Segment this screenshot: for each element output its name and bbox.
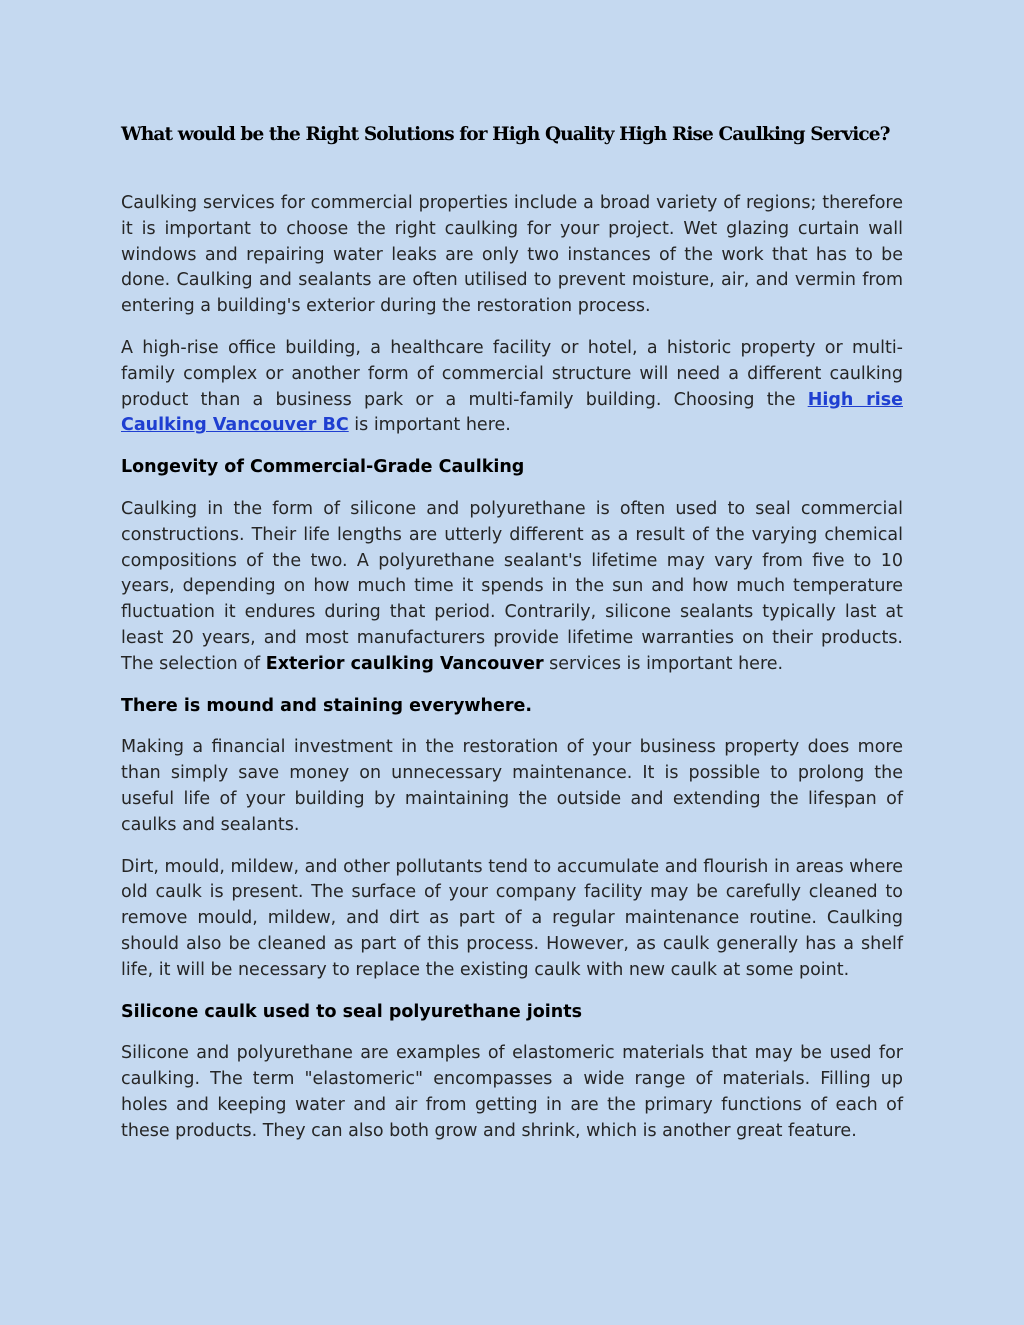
paragraph-text: A high-rise office building, a healthcare facility or hotel, a historic property or multi-family complex or another form of commercial structure will need a different caulking product than a business park or a multi-family building. Choosing the xyxy=(121,337,903,410)
paragraph-pollutants: Dirt, mould, mildew, and other pollutants tend to accumulate and flourish in areas where old caulk is present. The surface of your company facility may be carefully cleaned to remove mould, mildew, and dirt as part of a regular maintenance routine. Caulking should also be cleaned as part of this process. However, as caulk generally has a shelf life, it will be necessary to replace the existing caulk with new caulk at some point. xyxy=(121,856,903,980)
paragraph-elastomeric: Silicone and polyurethane are examples of elastomeric materials that may be used for caulking. The term "elastomeric" encompasses a wide range of materials. Filling up holes and keeping water and air from getting in are the primary functions of each of these products. They can also both grow and shrink, which is another great feature. xyxy=(121,1043,903,1141)
document-body xyxy=(121,191,903,1145)
exterior-caulking-bold: Exterior caulking Vancouver xyxy=(265,653,544,674)
paragraph-intro: Caulking services for commercial properties include a broad variety of regions; therefore it is important to choose the right caulking for your project. Wet glazing curtain wall windows and repairing water leaks are only two instances of the work that has to be done. Caulking and sealants are often utilised to prevent moisture, air, and vermin from entering a building's exterior during the restoration process. xyxy=(121,193,903,317)
paragraph-text: is important here. xyxy=(348,415,511,436)
paragraph-text: Caulking in the form of silicone and polyurethane is often used to seal commercial constructions. Their life lengths are utterly different as a result of the varying chemical compositions of the two. A polyurethane sealant's lifetime may vary from five to 10 years, depending on how much time it spends in the sun and how much temperature fluctuation it endures during that period. Contrarily, silicone sealants typically last at least 20 years, and most manufacturers provide lifetime warranties on their products. The selection of xyxy=(121,498,903,674)
paragraph-investment: Making a financial investment in the restoration of your business property does more than simply save money on unnecessary maintenance. It is possible to prolong the useful life of your building by maintaining the outside and extending the lifespan of caulks and sealants. xyxy=(121,737,903,835)
heading-mound-staining: There is mound and staining everywhere. xyxy=(121,695,532,716)
document-title: What would be the Right Solutions for High Quality High Rise Caulking Service? xyxy=(121,124,890,145)
paragraph-building-types xyxy=(121,336,903,439)
paragraph-text: services is important here. xyxy=(543,653,784,674)
heading-longevity: Longevity of Commercial-Grade Caulking xyxy=(121,457,525,478)
high-rise-caulking-link[interactable]: High rise Caulking Vancouver BC xyxy=(121,389,903,436)
heading-silicone-caulk: Silicone caulk used to seal polyurethane joints xyxy=(121,1001,583,1022)
paragraph-longevity xyxy=(121,497,903,678)
